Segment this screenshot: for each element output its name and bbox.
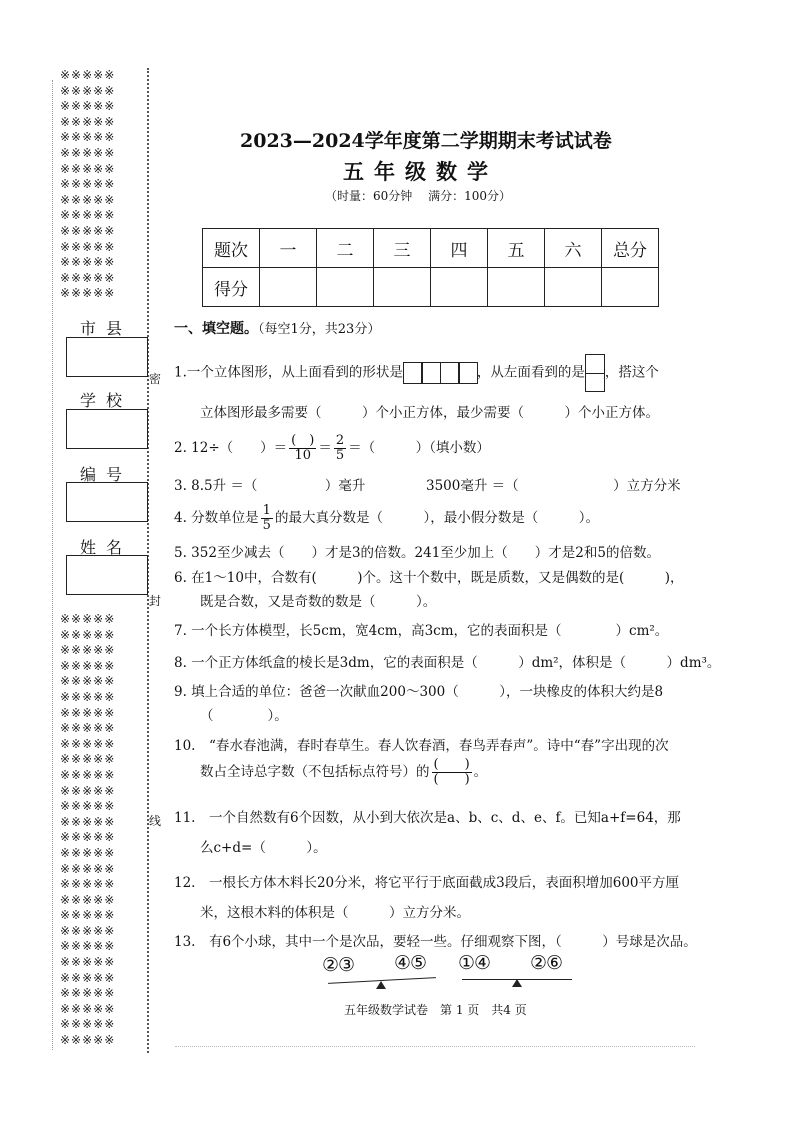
score-header-cell: 五 — [488, 229, 545, 268]
binding-pattern-row: ※※※※※ — [60, 736, 116, 751]
question-3-part-1: 3. 8.5升 ＝（ ）毫升 — [174, 478, 366, 494]
binding-guide-line — [52, 80, 53, 1050]
binding-pattern-row: ※※※※※ — [60, 674, 116, 689]
question-12-line-2: 米，这根木料的体积是（ ）立方分米。 — [200, 905, 470, 921]
question-5: 5. 352至少减去（ ）才是3的倍数。241至少加上（ ）才是2和5的倍数。 — [174, 545, 660, 561]
question-11-line-1: 11. 一个自然数有6个因数，从小到大依次是a、b、c、d、e、f。已知a+f=64，那 — [174, 810, 681, 826]
question-12-line-1: 12. 一根长方体木料长20分米，将它平行于底面截成3段后，表面积增加600平方厘 — [174, 875, 680, 891]
exam-subtitle: 五年级数学 — [343, 159, 498, 184]
binding-pattern-row: ※※※※※ — [60, 783, 116, 798]
binding-pattern-row: ※※※※※ — [60, 1001, 116, 1016]
q4-fraction-num: 1 — [262, 503, 271, 518]
seal-char-mi: 密 — [149, 372, 162, 386]
q10-fraction — [432, 758, 472, 787]
q2-text-a: 2. 12÷（ ）＝ — [174, 440, 288, 456]
q4-fraction — [261, 504, 273, 533]
question-9-line-1: 9. 填上合适的单位：爸爸一次献血200～300（ ），一块橡皮的体积大约是8 — [174, 684, 664, 700]
score-cell[interactable] — [431, 268, 488, 307]
binding-pattern-row: ※※※※※ — [60, 286, 116, 301]
binding-pattern-row: ※※※※※ — [60, 612, 116, 626]
label-number: 编号 — [80, 465, 133, 484]
binding-pattern-row: ※※※※※ — [60, 814, 116, 829]
question-8: 8. 一个正方体纸盒的棱长是3dm，它的表面积是（ ）dm²，体积是（ ）dm³。 — [174, 655, 721, 671]
field-number[interactable] — [66, 482, 148, 522]
field-city-county[interactable] — [66, 337, 148, 377]
balance-1-fulcrum — [376, 981, 386, 989]
binding-pattern-row: ※※※※※ — [60, 892, 116, 907]
balance-2-left-pan: ①④ — [458, 952, 491, 974]
question-7: 7. 一个长方体模型，长5cm，宽4cm，高3cm，它的表面积是（ ）cm²。 — [174, 623, 669, 639]
binding-pattern-row: ※※※※※ — [60, 658, 116, 673]
binding-pattern-row: ※※※※※ — [60, 145, 116, 160]
binding-pattern-row: ※※※※※ — [60, 643, 116, 658]
seal-char-xian: 线 — [149, 814, 162, 828]
binding-pattern-row: ※※※※※ — [60, 270, 116, 285]
binding-pattern-row: ※※※※※ — [60, 799, 116, 814]
question-6-line-1: 6. 在1～10中，合数有( )个。这十个数中，既是质数，又是偶数的是( )， — [174, 570, 684, 586]
binding-pattern-row: ※※※※※ — [60, 705, 116, 720]
binding-pattern-row: ※※※※※ — [60, 845, 116, 860]
q2-equals: ＝ — [318, 440, 332, 456]
q10-fraction-num: ( ) — [433, 757, 470, 772]
section-note: （每空1分，共23分） — [258, 322, 381, 337]
binding-pattern-row: ※※※※※ — [60, 68, 116, 82]
binding-pattern-row: ※※※※※ — [60, 923, 116, 938]
q4-fraction-den: 5 — [262, 518, 271, 533]
binding-pattern-row: ※※※※※ — [60, 830, 116, 845]
q2-text-b: ＝（ ）（填小数） — [348, 440, 490, 456]
score-header-cell: 总分 — [602, 229, 659, 268]
q2-fraction-1-den: 10 — [294, 448, 312, 463]
q2-fraction-2-num: 2 — [335, 433, 345, 448]
field-school[interactable] — [66, 409, 148, 449]
score-table — [202, 228, 659, 307]
question-3-part-2: 3500毫升 ＝（ ）立方分米 — [426, 478, 681, 494]
binding-pattern-row: ※※※※※ — [60, 627, 116, 642]
score-row-label: 得分 — [203, 268, 260, 307]
exam-meta: （时量：60分钟 满分：100分） — [325, 189, 511, 203]
score-cell[interactable] — [602, 268, 659, 307]
score-header-cell: 二 — [317, 229, 374, 268]
binding-pattern-row: ※※※※※ — [60, 192, 116, 207]
balance-2-fulcrum — [512, 979, 522, 987]
question-9-line-2: （ ）。 — [200, 708, 288, 724]
field-name[interactable] — [66, 555, 148, 595]
binding-pattern-row: ※※※※※ — [60, 114, 116, 129]
binding-pattern-row: ※※※※※ — [60, 752, 116, 767]
footer-divider — [175, 1046, 695, 1047]
question-11-line-2: 么c+d=（ ）。 — [200, 840, 327, 856]
binding-pattern-row: ※※※※※ — [60, 239, 116, 254]
score-table-header-row — [203, 229, 659, 268]
binding-pattern-row: ※※※※※ — [60, 130, 116, 145]
q4-text-a: 4. 分数单位是 — [174, 510, 259, 526]
section-title: 一、填空题。 — [174, 321, 258, 337]
q2-fraction-2-den: 5 — [335, 448, 345, 463]
score-table-score-row — [203, 268, 659, 307]
binding-pattern-row: ※※※※※ — [60, 767, 116, 782]
binding-pattern-row: ※※※※※ — [60, 986, 116, 1001]
q2-fraction-1 — [289, 434, 316, 463]
binding-pattern-row: ※※※※※ — [60, 1033, 116, 1048]
question-10-line-1: 10. “春水春池满，春时春草生。春人饮春酒，春鸟弄春声”。诗中“春”字出现的次 — [174, 738, 669, 754]
binding-pattern-row: ※※※※※ — [60, 177, 116, 192]
binding-pattern-row: ※※※※※ — [60, 208, 116, 223]
label-name: 姓名 — [80, 538, 133, 557]
question-1-line-1 — [174, 354, 659, 392]
binding-pattern-row: ※※※※※ — [60, 970, 116, 985]
seal-char-feng: 封 — [149, 594, 162, 608]
binding-pattern-bottom — [60, 612, 148, 1049]
score-cell[interactable] — [374, 268, 431, 307]
balance-2-right-pan: ②⑥ — [530, 952, 563, 974]
binding-pattern-row: ※※※※※ — [60, 223, 116, 238]
q4-text-b: 的最大真分数是（ ），最小假分数是（ ）。 — [274, 510, 599, 526]
label-city-county: 市县 — [80, 319, 133, 338]
binding-pattern-row: ※※※※※ — [60, 955, 116, 970]
question-2 — [174, 434, 490, 463]
q10-text-c: 。 — [473, 764, 488, 780]
question-10-line-2 — [200, 758, 487, 787]
question-4 — [174, 504, 599, 533]
score-header-cell: 六 — [545, 229, 602, 268]
score-cell[interactable] — [545, 268, 602, 307]
score-header-cell: 一 — [260, 229, 317, 268]
binding-pattern-row: ※※※※※ — [60, 877, 116, 892]
score-cell[interactable] — [488, 268, 545, 307]
score-cell[interactable] — [260, 268, 317, 307]
q10-text-b: 数占全诗总字数（不包括标点符号）的 — [200, 764, 430, 780]
balance-1-left-pan: ②③ — [322, 954, 355, 976]
binding-pattern-row: ※※※※※ — [60, 861, 116, 876]
binding-pattern-row: ※※※※※ — [60, 255, 116, 270]
q1-text-a: 1.一个立体图形，从上面看到的形状是 — [174, 364, 403, 381]
question-1-line-2: 立体图形最多需要（ ）个小正方体，最少需要（ ）个小正方体。 — [200, 405, 659, 421]
score-header-cell: 题次 — [203, 229, 260, 268]
binding-pattern-row: ※※※※※ — [60, 939, 116, 954]
q2-fraction-1-num: ( ) — [291, 433, 315, 448]
binding-pattern-row: ※※※※※ — [60, 689, 116, 704]
binding-pattern-top — [60, 68, 148, 302]
score-cell[interactable] — [317, 268, 374, 307]
q1-text-c: ，搭这个 — [604, 364, 659, 381]
binding-pattern-row: ※※※※※ — [60, 1017, 116, 1032]
q2-fraction-2 — [334, 434, 346, 463]
top-view-figure — [403, 362, 477, 384]
score-header-cell: 四 — [431, 229, 488, 268]
label-school: 学校 — [80, 391, 133, 410]
section-heading — [174, 318, 380, 338]
question-6-line-2: 既是合数，又是奇数的数是（ ）。 — [200, 594, 437, 610]
binding-pattern-row: ※※※※※ — [60, 721, 116, 736]
binding-pattern-row: ※※※※※ — [60, 99, 116, 114]
binding-pattern-row: ※※※※※ — [60, 161, 116, 176]
question-13: 13. 有6个小球，其中一个是次品，要轻一些。仔细观察下图，（ ）号球是次品。 — [174, 934, 697, 950]
page-footer: 五年级数学试卷 第 1 页 共4 页 — [344, 1003, 527, 1017]
balance-1-right-pan: ④⑤ — [394, 952, 427, 974]
left-view-figure — [585, 354, 605, 392]
score-header-cell: 三 — [374, 229, 431, 268]
binding-pattern-row: ※※※※※ — [60, 83, 116, 98]
exam-title: 2023—2024学年度第二学期期末考试试卷 — [240, 130, 612, 152]
binding-pattern-row: ※※※※※ — [60, 908, 116, 923]
q1-text-b: ，从左面看到的是 — [476, 364, 585, 381]
q10-fraction-den: ( ) — [433, 772, 470, 787]
